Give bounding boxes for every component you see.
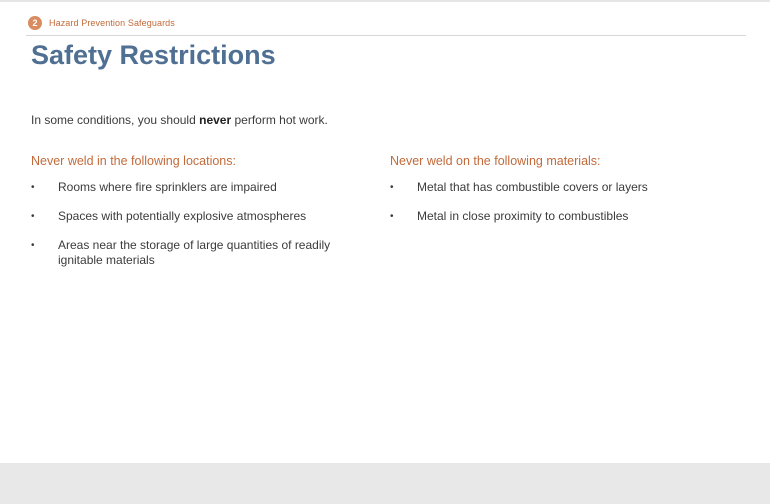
list-item-text: Metal that has combustible covers or layers [417,180,648,194]
list-item-text: Metal in close proximity to combustibles [417,209,629,223]
list-item [31,180,361,195]
bullet-icon: • [390,211,394,222]
locations-heading: Never weld in the following locations: [31,154,236,168]
list-item [390,209,720,224]
list-item [31,209,361,224]
materials-column [390,152,720,238]
materials-list [390,180,720,224]
intro-text-before: In some conditions, you should [31,113,200,127]
list-item-text: Rooms where fire sprinklers are impaired [58,180,277,194]
page-title: Safety Restrictions [31,40,276,70]
list-item-text: Spaces with potentially explosive atmospheres [58,209,307,223]
top-divider [0,0,770,2]
intro-text-after: perform hot work. [231,113,328,127]
locations-column [31,152,361,282]
bullet-icon: • [390,182,394,193]
bullet-icon: • [31,240,35,251]
breadcrumb: Hazard Prevention Safeguards [49,18,175,28]
list-item-text: Areas near the storage of large quantities of readily ignitable materials [58,238,331,267]
intro-emphasis: never [199,113,232,127]
materials-heading: Never weld on the following materials: [390,154,601,168]
header-divider [26,35,746,36]
section-number-badge: 2 [28,16,42,30]
footer-bar [0,463,770,504]
list-item [31,238,361,268]
locations-list [31,180,361,268]
bullet-icon: • [31,211,35,222]
intro-text [31,113,328,127]
section-header [28,14,175,32]
list-item [390,180,720,195]
bullet-icon: • [31,182,35,193]
